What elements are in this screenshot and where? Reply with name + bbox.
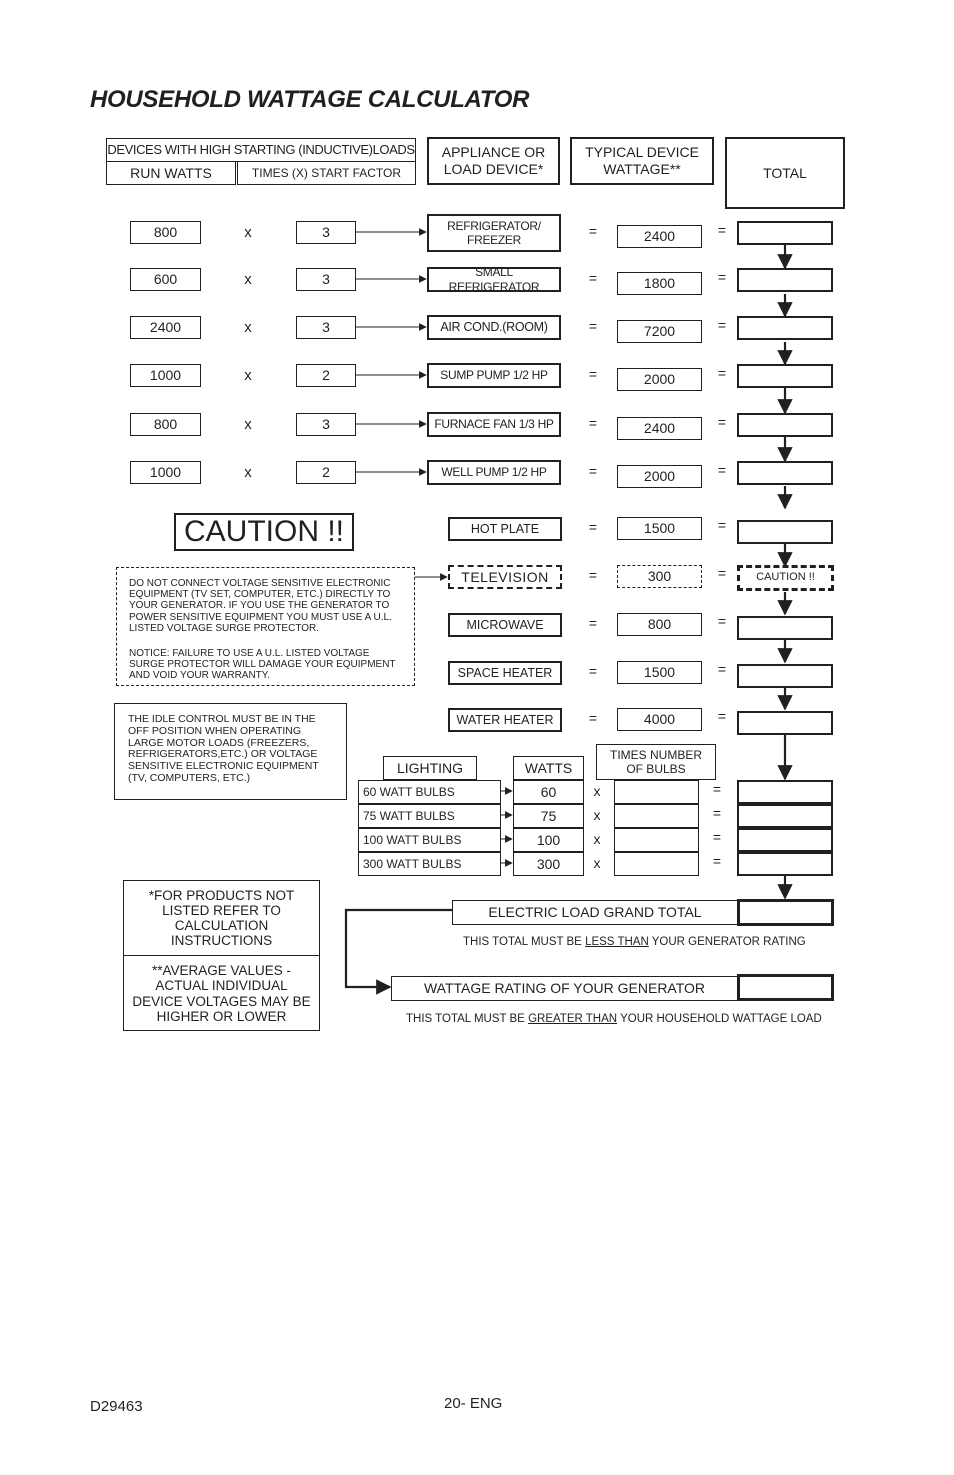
high-start-header: DEVICES WITH HIGH STARTING (INDUCTIVE)LOADS — [106, 138, 416, 162]
equals-symbol: = — [588, 223, 598, 239]
wattage-value: 2400 — [617, 225, 702, 248]
equals-symbol: = — [588, 663, 598, 679]
equals-symbol: = — [588, 710, 598, 726]
run-watts-value: 600 — [130, 268, 201, 291]
times-symbol: x — [593, 855, 601, 871]
total-field[interactable] — [737, 852, 833, 876]
start-factor-header: TIMES (X) START FACTOR — [237, 161, 416, 185]
equals-symbol: = — [588, 415, 598, 431]
bulb-count-field[interactable] — [614, 780, 699, 804]
caution-heading: CAUTION !! — [174, 513, 354, 551]
device-label: AIR COND.(ROOM) — [427, 315, 561, 340]
device-label: HOT PLATE — [448, 517, 562, 541]
device-label: SMALL REFRIGERATOR — [427, 267, 561, 292]
device-label: MICROWAVE — [448, 613, 562, 637]
wattage-value: 7200 — [617, 320, 702, 343]
wattage-value: 1800 — [617, 272, 702, 295]
device-label: WATER HEATER — [448, 708, 562, 732]
equals-symbol: = — [712, 853, 722, 869]
rating-field[interactable] — [737, 974, 834, 1001]
times-symbol: x — [244, 367, 252, 384]
wattage-value: 2000 — [617, 465, 702, 488]
equals-symbol: = — [717, 222, 727, 238]
wattage-value: 2400 — [617, 417, 702, 440]
page-number: 20- ENG — [444, 1395, 503, 1412]
wattage-value: 300 — [617, 565, 702, 588]
grand-total-field[interactable] — [737, 899, 834, 926]
run-watts-value: 1000 — [130, 364, 201, 387]
bulbs-header: TIMES NUMBER OF BULBS — [596, 744, 716, 780]
equals-symbol: = — [588, 615, 598, 631]
rating-label: WATTAGE RATING OF YOUR GENERATOR — [391, 976, 738, 1001]
bulb-label: 100 WATT BULBS — [358, 828, 501, 852]
total-field[interactable] — [737, 268, 833, 292]
grand-total-label: ELECTRIC LOAD GRAND TOTAL — [452, 900, 738, 925]
bulb-count-field[interactable] — [614, 804, 699, 828]
equals-symbol: = — [712, 829, 722, 845]
times-symbol: x — [593, 807, 601, 823]
bulb-watts: 60 — [513, 780, 584, 804]
device-label: SPACE HEATER — [448, 661, 562, 685]
equals-symbol: = — [588, 270, 598, 286]
run-watts-value: 800 — [130, 413, 201, 436]
equals-symbol: = — [717, 565, 727, 581]
equals-symbol: = — [712, 781, 722, 797]
page-title: HOUSEHOLD WATTAGE CALCULATOR — [90, 86, 530, 113]
total-field[interactable] — [737, 664, 833, 688]
wattage-value: 2000 — [617, 368, 702, 391]
device-label: WELL PUMP 1/2 HP — [427, 460, 561, 485]
total-header: TOTAL — [725, 137, 845, 209]
total-field[interactable] — [737, 828, 833, 852]
times-symbol: x — [244, 271, 252, 288]
start-factor-value: 3 — [296, 268, 356, 291]
equals-symbol: = — [588, 366, 598, 382]
bulb-watts: 75 — [513, 804, 584, 828]
equals-symbol: = — [717, 269, 727, 285]
average-note: **AVERAGE VALUES - ACTUAL INDIVIDUAL DEVICE VOLTAGES MAY BE HIGHER OR LOWER — [132, 963, 311, 1024]
rating-note: THIS TOTAL MUST BE GREATER THAN YOUR HOUSEHOLD WATTAGE LOAD — [406, 1013, 822, 1025]
idle-note-box — [114, 703, 347, 800]
equals-symbol: = — [717, 708, 727, 724]
equals-symbol: = — [717, 613, 727, 629]
device-label: FURNACE FAN 1/3 HP — [427, 412, 561, 437]
lighting-header: LIGHTING — [383, 756, 477, 780]
total-caution-field[interactable]: CAUTION !! — [737, 565, 834, 591]
equals-symbol: = — [717, 661, 727, 677]
equals-symbol: = — [588, 519, 598, 535]
wattage-value: 800 — [617, 613, 702, 636]
start-factor-value: 3 — [296, 413, 356, 436]
bulb-label: 300 WATT BULBS — [358, 852, 501, 876]
equals-symbol: = — [717, 365, 727, 381]
total-field[interactable] — [737, 316, 833, 340]
start-factor-value: 3 — [296, 221, 356, 244]
total-field[interactable] — [737, 520, 833, 544]
device-label: SUMP PUMP 1/2 HP — [427, 363, 561, 388]
idle-note: THE IDLE CONTROL MUST BE IN THE OFF POSITION WHEN OPERATING LARGE MOTOR LOADS (FREEZERS, REFRIGERATORS,ETC.) OR VOLTAGE SENSITIVE ELECTRONIC EQUIPMENT (TV, COMPUTERS, ETC.) — [128, 713, 319, 784]
equals-symbol: = — [717, 414, 727, 430]
times-symbol: x — [593, 783, 601, 799]
total-field[interactable] — [737, 711, 833, 735]
times-symbol: x — [593, 831, 601, 847]
total-field[interactable] — [737, 780, 833, 804]
bulb-watts: 100 — [513, 828, 584, 852]
grand-total-note: THIS TOTAL MUST BE LESS THAN YOUR GENERATOR RATING — [463, 936, 806, 948]
device-label: REFRIGERATOR/ FREEZER — [427, 214, 561, 252]
times-symbol: x — [244, 416, 252, 433]
total-field[interactable] — [737, 364, 833, 388]
total-field[interactable] — [737, 804, 833, 828]
equals-symbol: = — [712, 805, 722, 821]
run-watts-header: RUN WATTS — [106, 161, 236, 185]
wattage-value: 1500 — [617, 517, 702, 540]
device-label: TELEVISION — [448, 565, 562, 589]
run-watts-value: 1000 — [130, 461, 201, 484]
wattage-value: 4000 — [617, 708, 702, 731]
start-factor-value: 2 — [296, 364, 356, 387]
equals-symbol: = — [588, 567, 598, 583]
typical-wattage-header: TYPICAL DEVICE WATTAGE** — [570, 137, 714, 185]
equals-symbol: = — [717, 517, 727, 533]
total-field[interactable] — [737, 221, 833, 245]
total-field[interactable] — [737, 461, 833, 485]
equals-symbol: = — [717, 462, 727, 478]
equals-symbol: = — [717, 317, 727, 333]
times-symbol: x — [244, 464, 252, 481]
times-symbol: x — [244, 319, 252, 336]
bulb-label: 75 WATT BULBS — [358, 804, 501, 828]
caution-text: DO NOT CONNECT VOLTAGE SENSITIVE ELECTRONIC EQUIPMENT (TV SET, COMPUTER, ETC.) DIRECTLY TO YOUR GENERATOR. IF YOU USE THE GENERATOR TO POWER SENSITIVE EQUIPMENT YOU MUST USE A U.L. LISTED VOLTAGE SURGE PROTECTOR. — [129, 578, 392, 634]
wattage-value: 1500 — [617, 661, 702, 684]
doc-id: D29463 — [90, 1398, 143, 1415]
start-factor-value: 2 — [296, 461, 356, 484]
bulb-watts: 300 — [513, 852, 584, 876]
run-watts-value: 2400 — [130, 316, 201, 339]
run-watts-value: 800 — [130, 221, 201, 244]
caution-notice: NOTICE: FAILURE TO USE A U.L. LISTED VOLTAGE SURGE PROTECTOR WILL DAMAGE YOUR EQUIPMENT AND VOID YOUR WARRANTY. — [129, 648, 396, 682]
bulb-count-field[interactable] — [614, 828, 699, 852]
total-field[interactable] — [737, 616, 833, 640]
bulb-count-field[interactable] — [614, 852, 699, 876]
total-field[interactable] — [737, 413, 833, 437]
appliance-header: APPLIANCE OR LOAD DEVICE* — [427, 137, 560, 185]
caution-box — [116, 567, 415, 686]
start-factor-value: 3 — [296, 316, 356, 339]
equals-symbol: = — [588, 463, 598, 479]
watts-header: WATTS — [513, 756, 584, 780]
times-symbol: x — [244, 224, 252, 241]
products-note: *FOR PRODUCTS NOT LISTED REFER TO CALCULATION INSTRUCTIONS — [124, 881, 319, 956]
notes-box — [123, 880, 320, 1031]
equals-symbol: = — [588, 318, 598, 334]
bulb-label: 60 WATT BULBS — [358, 780, 501, 804]
